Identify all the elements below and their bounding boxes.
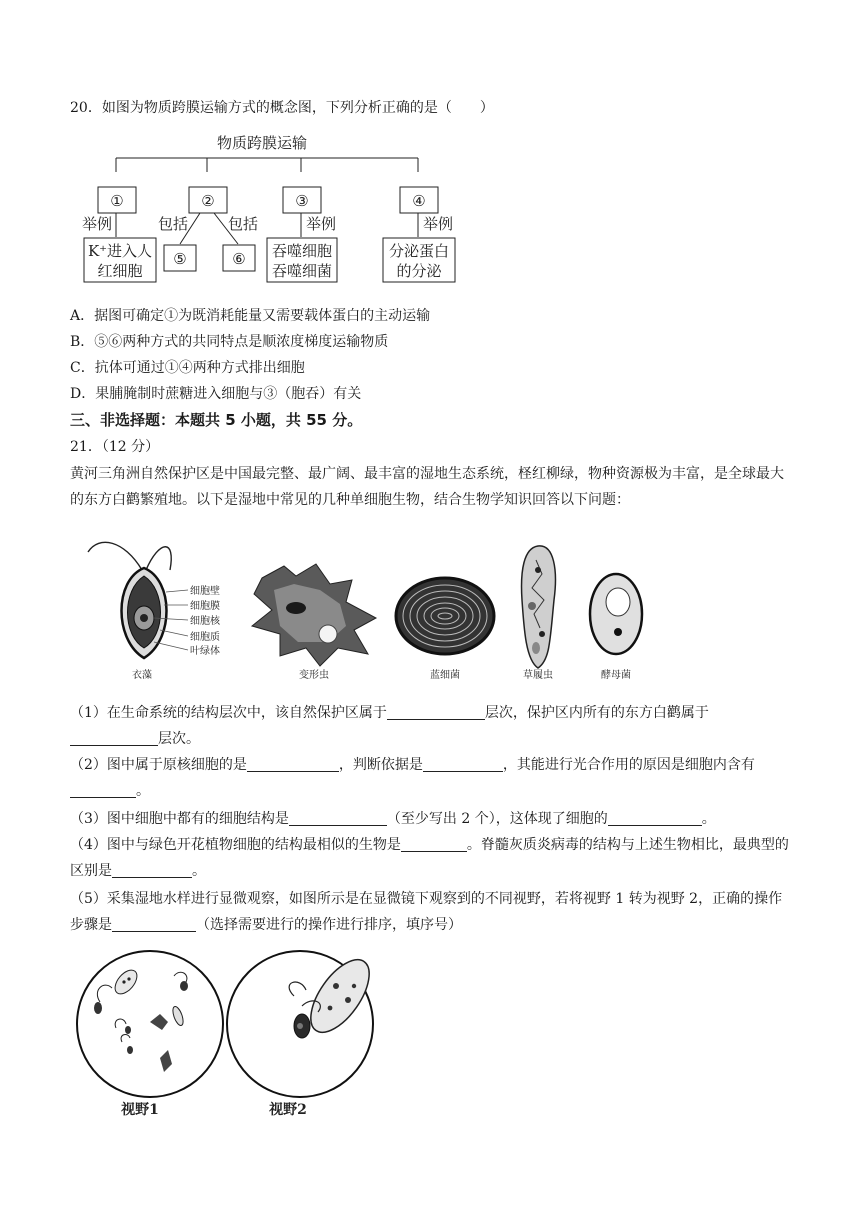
- diagram-example-label-4: 举例: [423, 215, 454, 233]
- diagram-example-label-1: 举例: [82, 215, 113, 233]
- diagram-example-3-line1: 吞噬细胞: [271, 242, 333, 260]
- single-cell-organisms-figure: [84, 530, 654, 690]
- diagram-node-6: ⑥: [232, 250, 246, 268]
- answer-blank[interactable]: [247, 755, 339, 772]
- q21-part-5: （5）采集湿地水样进行显微观察，如图所示是在显微镜下观察到的不同视野，若将视野 1 转为视野 2，正确的操作步骤是 （选择需要进行的操作进行排序，填序号）: [70, 891, 783, 933]
- transport-concept-diagram: [78, 128, 478, 286]
- q21-part-4: （4）图中与绿色开花植物细胞的结构最相似的生物是 。脊髓灰质炎病毒的结构与上述生物相比，最典型的区别是 。: [70, 837, 789, 879]
- label-cytoplasm: 细胞质: [190, 632, 220, 643]
- label-cell-membrane: 细胞膜: [190, 601, 220, 612]
- diagram-node-4: ④: [412, 192, 426, 210]
- paramecium-illustration: [522, 546, 556, 668]
- diagram-node-3: ③: [295, 192, 309, 210]
- diagram-example-4-line1: 分泌蛋白: [388, 242, 450, 260]
- caption-chlamydomonas: 衣藻: [132, 670, 152, 681]
- amoeba-illustration: [252, 564, 376, 666]
- diagram-example-label-3: 举例: [306, 215, 337, 233]
- answer-blank[interactable]: [387, 703, 485, 720]
- q20-option-a: A．据图可确定①为既消耗能量又需要载体蛋白的主动运输: [70, 308, 431, 324]
- label-cell-wall: 细胞壁: [190, 586, 220, 597]
- q20-option-b: B．⑤⑥两种方式的共同特点是顺浓度梯度运输物质: [70, 334, 389, 350]
- diagram-root: 物质跨膜运输: [216, 134, 308, 152]
- q21-number: 21．（12 分）: [70, 439, 160, 455]
- diagram-example-3-line2: 吞噬细菌: [271, 262, 333, 280]
- q20-option-c: C．抗体可通过①④两种方式排出细胞: [70, 360, 305, 376]
- diagram-example-1-line2: 红细胞: [97, 262, 143, 280]
- view-2-label: 视野2: [269, 1102, 307, 1118]
- label-chloroplast: 叶绿体: [190, 646, 220, 657]
- q21-part-2: （2）图中属于原核细胞的是 ，判断依据是 ，其能进行光合作用的原因是细胞内含有。: [70, 757, 755, 799]
- caption-paramecium: 草履虫: [523, 670, 553, 681]
- q21-part-1: （1）在生命系统的结构层次中，该自然保护区属于 层次，保护区内所有的东方白鹳属于层次。: [70, 705, 709, 747]
- diagram-example-4-line2: 的分泌: [396, 262, 442, 280]
- view-1-label: 视野1: [121, 1102, 159, 1118]
- caption-yeast: 酵母菌: [601, 670, 631, 681]
- diagram-include-label-left: 包括: [158, 215, 189, 233]
- answer-blank[interactable]: [401, 835, 467, 852]
- answer-blank[interactable]: [112, 861, 192, 878]
- answer-blank[interactable]: [608, 809, 702, 826]
- section-heading: 三、非选择题：本题共 5 小题，共 55 分。: [70, 411, 363, 429]
- answer-blank[interactable]: [70, 781, 136, 798]
- diagram-node-1: ①: [110, 192, 124, 210]
- diagram-node-2: ②: [201, 192, 215, 210]
- q20-option-d: D．果脯腌制时蔗糖进入细胞与③（胞吞）有关: [70, 386, 362, 402]
- q21-part-3: （3）图中细胞中都有的细胞结构是 （至少写出 2 个），这体现了细胞的 。: [70, 811, 716, 827]
- cyanobacteria-illustration: [396, 578, 494, 654]
- answer-blank[interactable]: [423, 755, 503, 772]
- caption-cyanobacteria: 蓝细菌: [430, 670, 460, 681]
- yeast-illustration: [590, 574, 642, 654]
- diagram-example-1-line1: K⁺进入人: [87, 242, 153, 260]
- chlamydomonas-illustration: [88, 542, 188, 658]
- label-nucleus: 细胞核: [190, 616, 220, 627]
- caption-amoeba: 变形虫: [299, 670, 329, 681]
- q21-intro: 黄河三角洲自然保护区是中国最完整、最广阔、最丰富的湿地生态系统，柽红柳绿，物种资源极为丰富，是全球最大的东方白鹳繁殖地。以下是湿地中常见的几种单细胞生物，结合生物学知识回答以下问题：: [70, 466, 784, 508]
- answer-blank[interactable]: [112, 915, 196, 932]
- microscope-views-figure: [74, 946, 374, 1122]
- q20-stem: 20．如图为物质跨膜运输方式的概念图，下列分析正确的是（ ）: [70, 100, 494, 116]
- view-2-circle: [227, 950, 374, 1097]
- diagram-include-label-right: 包括: [228, 215, 259, 233]
- diagram-node-5: ⑤: [173, 250, 187, 268]
- answer-blank[interactable]: [289, 809, 387, 826]
- view-1-circle: [77, 951, 223, 1097]
- answer-blank[interactable]: [70, 729, 158, 746]
